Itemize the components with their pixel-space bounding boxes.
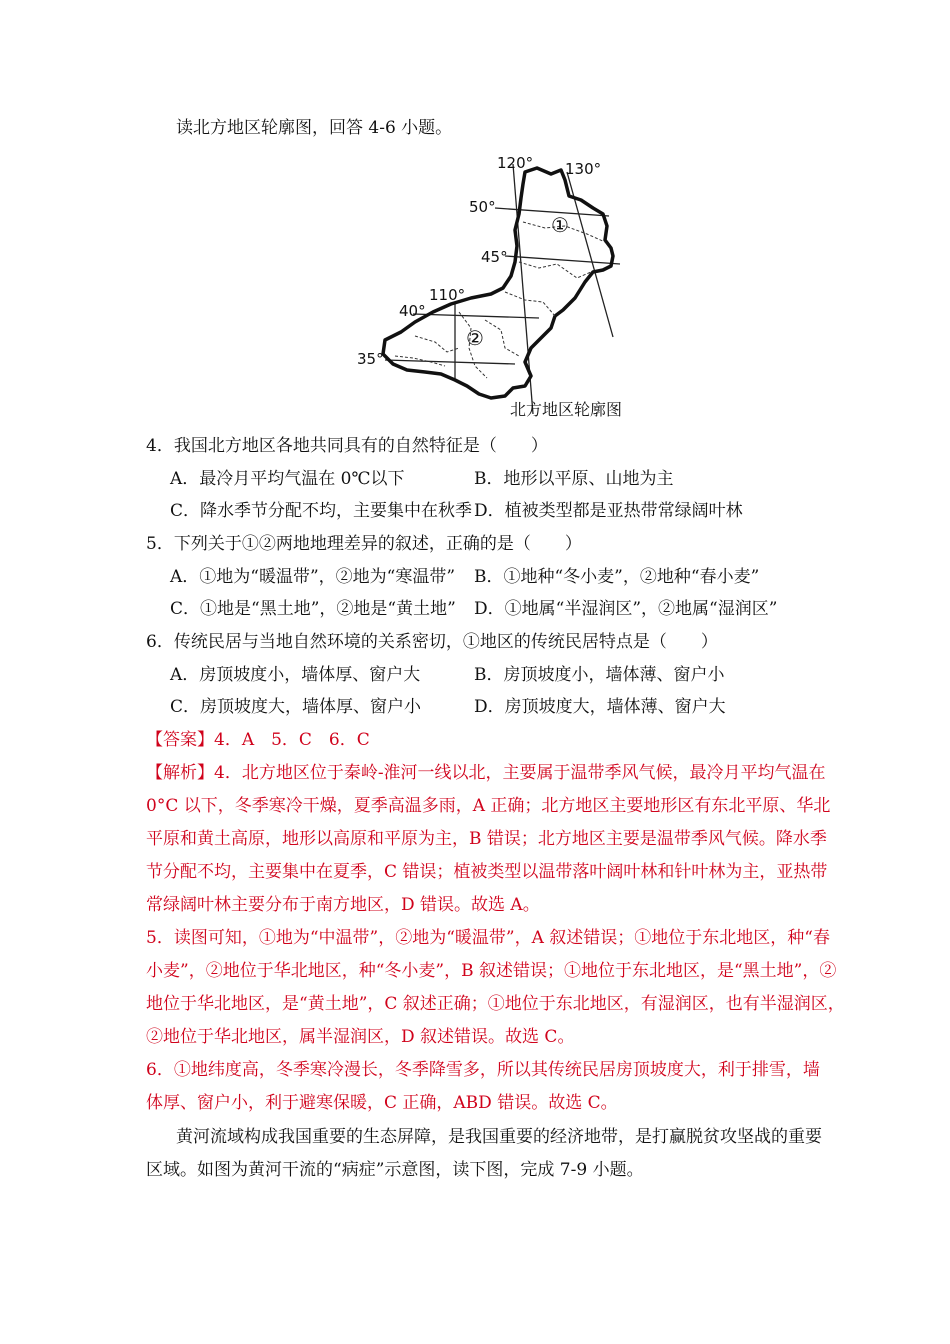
analysis-line-2: 0°C 以下，冬季寒冷干燥，夏季高温多雨，A 正确；北方地区主要地形区有东北平原、华北 bbox=[146, 796, 831, 816]
analysis-line-3: 平原和黄土高原，地形以高原和平原为主，B 错误；北方地区主要是温带季风气候。降水季 bbox=[146, 829, 827, 849]
lat-label-45: 45° bbox=[481, 248, 508, 266]
analysis-line-9: ②地位于华北地区，属半湿润区，D 叙述错误。故选 C。 bbox=[146, 1027, 575, 1047]
question-6-option-c: C．房顶坡度大，墙体厚、窗户小 bbox=[170, 697, 422, 717]
analysis-line-6: 5．读图可知，①地为“中温带”，②地为“暖温带”，A 叙述错误；①地位于东北地区，种“春 bbox=[146, 928, 830, 948]
question-5-option-a: A．①地为“暖温带”，②地为“寒温带” bbox=[170, 567, 456, 587]
question-6-option-d: D．房顶坡度大，墙体薄、窗户大 bbox=[474, 697, 726, 717]
question-4-option-c: C．降水季节分配不均，主要集中在秋季 bbox=[170, 501, 473, 521]
analysis-line-5: 常绿阔叶林主要分布于南方地区，D 错误。故选 A。 bbox=[146, 895, 540, 915]
question-5-option-c: C．①地是“黑土地”，②地是“黄土地” bbox=[170, 599, 456, 619]
question-4-option-b: B．地形以平原、山地为主 bbox=[474, 469, 674, 489]
region-label-2: ② bbox=[466, 326, 484, 350]
question-5-option-d: D．①地属“半湿润区”，②地属“湿润区” bbox=[474, 599, 778, 619]
analysis-line-10: 6．①地纬度高，冬季寒冷漫长，冬季降雪多，所以其传统民居房顶坡度大，利于排雪，墙 bbox=[146, 1060, 820, 1080]
north-region-outline-map bbox=[355, 152, 655, 422]
lat-label-40: 40° bbox=[399, 302, 426, 320]
parallel-45 bbox=[505, 256, 620, 264]
question-4-stem: 4．我国北方地区各地共同具有的自然特征是（ ） bbox=[146, 436, 548, 456]
question-intro: 读北方地区轮廓图，回答 4-6 小题。 bbox=[176, 118, 453, 138]
question-6-stem: 6．传统民居与当地自然环境的关系密切，①地区的传统民居特点是（ ） bbox=[146, 632, 718, 652]
question-4-option-d: D．植被类型都是亚热带常绿阔叶林 bbox=[474, 501, 743, 521]
next-intro-line-2: 区域。如图为黄河干流的“病症”示意图，读下图，完成 7-9 小题。 bbox=[146, 1160, 644, 1180]
question-5-stem: 5．下列关于①②两地地理差异的叙述，正确的是（ ） bbox=[146, 534, 582, 554]
parallel-35 bbox=[385, 360, 515, 364]
question-4-option-a: A．最冷月平均气温在 0℃以下 bbox=[170, 469, 405, 489]
analysis-line-8: 地位于华北地区，是“黄土地”，C 叙述正确；①地位于东北地区，有湿润区，也有半湿润区， bbox=[146, 994, 845, 1014]
question-6-option-a: A．房顶坡度小，墙体厚、窗户大 bbox=[170, 665, 421, 685]
lon-label-120: 120° bbox=[497, 154, 534, 172]
lon-label-130: 130° bbox=[565, 160, 602, 178]
question-5-option-b: B．①地种“冬小麦”，②地种“春小麦” bbox=[474, 567, 760, 587]
answer-line: 【答案】4．A 5．C 6．C bbox=[146, 730, 370, 750]
lat-label-35: 35° bbox=[357, 350, 384, 368]
next-intro-line-1: 黄河流域构成我国重要的生态屏障，是我国重要的经济地带，是打赢脱贫攻坚战的重要 bbox=[176, 1127, 822, 1147]
question-6-option-b: B．房顶坡度小，墙体薄、窗户小 bbox=[474, 665, 725, 685]
lon-label-110: 110° bbox=[429, 286, 466, 304]
region-label-1: ① bbox=[551, 213, 569, 237]
analysis-line-11: 体厚、窗户小，利于避寒保暖，C 正确，ABD 错误。故选 C。 bbox=[146, 1093, 618, 1113]
analysis-line-1: 【解析】4．北方地区位于秦岭-淮河一线以北，主要属于温带季风气候，最冷月平均气温在 bbox=[146, 763, 826, 783]
map-title: 北方地区轮廓图 bbox=[510, 400, 623, 419]
analysis-line-7: 小麦”，②地位于华北地区，种“冬小麦”，B 叙述错误；①地位于东北地区，是“黑土地”，② bbox=[146, 961, 837, 981]
analysis-line-4: 节分配不均，主要集中在夏季，C 错误；植被类型以温带落叶阔叶林和针叶林为主，亚热带 bbox=[146, 862, 828, 882]
lat-label-50: 50° bbox=[469, 198, 496, 216]
